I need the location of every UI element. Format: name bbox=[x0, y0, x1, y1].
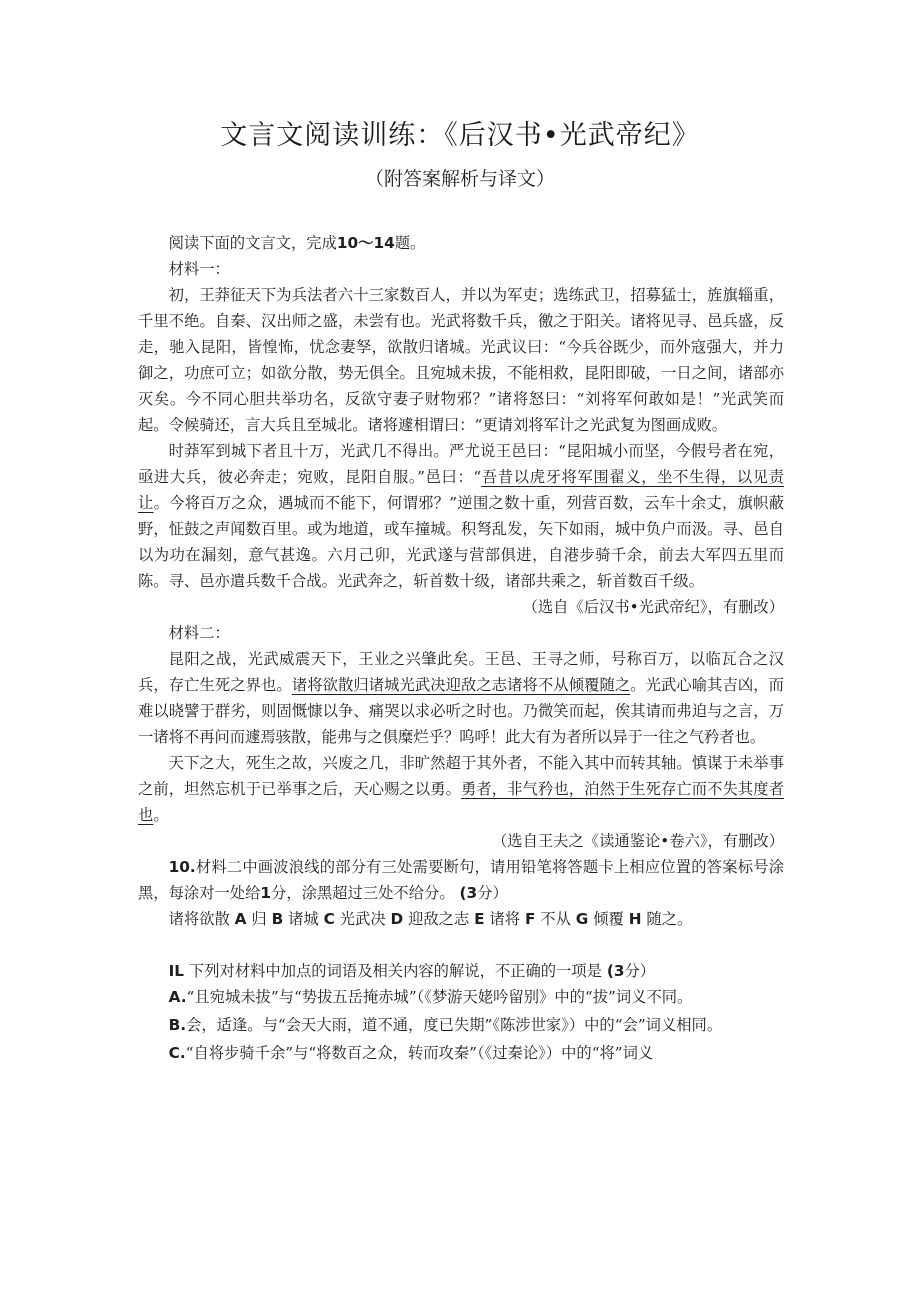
material1-para2-text-a: 时莽军到城下者且十万，光武几不得出。严尤说王邑曰：“昆阳城小而坚，今假号者在宛，亟进大兵，彼必奔走；宛败，昆阳自服。”邑曰：“ bbox=[138, 442, 784, 486]
material1-heading: 材料一： bbox=[168, 260, 230, 278]
question-10-number: 10. bbox=[168, 858, 196, 876]
question-10-points: (3 bbox=[459, 884, 478, 902]
option-segment: 归 bbox=[251, 910, 267, 928]
instruction-pre: 阅读下面的文言文，完成 bbox=[168, 234, 337, 252]
question-11 bbox=[138, 958, 784, 984]
question-11-points-end: 分） bbox=[624, 962, 656, 980]
question-11-option-a[interactable] bbox=[138, 984, 784, 1010]
option-mark-e[interactable]: E bbox=[474, 910, 485, 928]
wavy-underlined-passage: 诸将欲散归诸城光武决迎敌之志诸将不从倾覆随之 bbox=[291, 676, 631, 694]
document-body bbox=[138, 230, 784, 1066]
material2-para1-text-b: 。光武心喻其吉凶，而难以晓譬于群劣，则固慨慷以争、痛哭以求必听之时也。乃微笑而起，俟其请而弗迫与之言，万一诸将不再问而遽焉骇散，能弗与之俱糜烂乎？呜呼！此大有为者所以异于一往之气矜者也。 bbox=[138, 676, 784, 746]
option-segment: 诸城 bbox=[288, 910, 319, 928]
option-a-label: A. bbox=[168, 988, 187, 1006]
question-11-points: (3 bbox=[606, 962, 625, 980]
option-segment: 不从 bbox=[540, 910, 571, 928]
option-mark-f[interactable]: F bbox=[524, 910, 536, 928]
material1-para2-text-b: 。今将百万之众，遇城而不能下，何谓邪？”逆围之数十重，列营百数，云车十余丈，旗帜蔽野，怔鼓之声闻数百里。或为地道，或车撞城。积弩乱发，矢下如雨，城中负户而汲。寻、邑自以为功在漏刻，意气甚逸。六月己卯，光武遂与营部俱进，自港步骑千余，前去大军四五里而陈。寻、邑亦遣兵数千合战。光武奔之，斩首数十级，诸部共乘之，斩首数百千级。 bbox=[138, 494, 784, 590]
option-mark-b[interactable]: B bbox=[271, 910, 284, 928]
option-segment: 诸将欲散 bbox=[168, 910, 230, 928]
question-range: 10〜14 bbox=[336, 234, 395, 252]
underlined-sentence: 吾昔以虎牙将军围翟义，坐不生得，以见责让 bbox=[138, 468, 784, 512]
page-subtitle: （附答案解析与译文） bbox=[364, 168, 555, 190]
material2-para1-text-a: 昆阳之战，光武威震天下，王业之兴肇此矣。王邑、王寻之师，号称百万，以临瓦合之汉兵，存亡生死之界也。 bbox=[138, 650, 784, 694]
option-mark-g[interactable]: G bbox=[575, 910, 589, 928]
option-a-text: “且宛城未拔”与“势拔五岳掩赤城”（《梦游天姥吟留别》中的“拔”词义不同。 bbox=[186, 988, 693, 1006]
question-10-score-each: 1 bbox=[260, 884, 272, 902]
option-segment: 倾覆 bbox=[593, 910, 624, 928]
question-11-text: 下列对材料中加点的词语及相关内容的解说，不正确的一项是 bbox=[188, 962, 602, 980]
material2-para2-text-b: 。 bbox=[153, 806, 169, 824]
instruction-line bbox=[138, 230, 784, 256]
material1-paragraph-2 bbox=[138, 438, 784, 594]
question-11-option-c[interactable] bbox=[138, 1040, 784, 1066]
option-segment: 光武决 bbox=[339, 910, 386, 928]
option-mark-h[interactable]: H bbox=[628, 910, 642, 928]
material1-source: （选自《后汉书•光武帝纪》，有删改） bbox=[522, 598, 784, 616]
instruction-post: 题。 bbox=[394, 234, 426, 252]
question-11-option-b[interactable] bbox=[138, 1012, 784, 1038]
option-segment: 诸将 bbox=[489, 910, 521, 928]
question-10-options bbox=[138, 906, 784, 932]
question-10-text-a: 材料二中画波浪线的部分有三处需要断句，请用铅笔将答题卡上相应位置的答案标号涂黑，每涂对一处给 bbox=[138, 858, 784, 902]
question-11-number: IL bbox=[168, 962, 185, 980]
question-10-text-b: 分，涂黑超过三处不给分。 bbox=[271, 884, 455, 902]
option-c-label: C. bbox=[168, 1044, 186, 1062]
page-title: 文言文阅读训练：《后汉书•光武帝纪》 bbox=[220, 120, 700, 151]
option-mark-a[interactable]: A bbox=[234, 910, 247, 928]
material2-heading: 材料二： bbox=[168, 624, 230, 642]
option-segment: 随之。 bbox=[646, 910, 693, 928]
material1-paragraph-1: 初，王莽征天下为兵法者六十三家数百人，并以为军吏；选练武卫，招募猛士，旌旗辎重，千里不绝。自秦、汉出师之盛，未尝有也。光武将数千兵，徼之于阳关。诸将见寻、邑兵盛，反走，驰入昆阳，皆惶怖，忧念妻孥，欲散归诸城。光武议曰：“今兵谷既少，而外寇强大，并力御之，功庶可立；如欲分散，势无俱全。且宛城未拔，不能相救，昆阳即破，一日之间，诸部亦灭矣。今不同心胆共举功名，反欲守妻子财物邪？”诸将怒曰：“刘将军何敢如是！”光武笑而起。令候骑还，言大兵且至城北。诸将遽相谓曰：“更请刘将军计之光武复为图画成败。 bbox=[138, 286, 784, 434]
material2-paragraph-1 bbox=[138, 646, 784, 750]
material2-para2-text-a: 天下之大，死生之故，兴废之几，非旷然超于其外者，不能入其中而转其轴。慎谋于未举事之前，坦然忘机于已举事之后，天心赐之以勇。 bbox=[138, 754, 784, 798]
option-mark-d[interactable]: D bbox=[390, 910, 404, 928]
question-10-points-end: 分） bbox=[477, 884, 508, 902]
question-10 bbox=[138, 854, 784, 906]
underlined-sentence-2: 勇者，非气矜也，泊然于生死存亡而不失其度者也 bbox=[138, 780, 784, 824]
material2-source: （选自王夫之《读通鉴论•卷六》，有删改） bbox=[491, 832, 784, 850]
option-mark-c[interactable]: C bbox=[323, 910, 335, 928]
material2-paragraph-2 bbox=[138, 750, 784, 828]
option-segment: 迎敌之志 bbox=[408, 910, 470, 928]
option-b-text: 会，适逢。与“会天大雨，道不通，度已失期”《陈涉世家》）中的“会”词义相同。 bbox=[186, 1016, 723, 1034]
option-b-label: B. bbox=[168, 1016, 187, 1034]
option-c-text: “自将步骑千余”与“将数百之众，转而攻秦”（《过秦论》）中的“将”词义 bbox=[185, 1044, 654, 1062]
spacer bbox=[138, 932, 784, 958]
